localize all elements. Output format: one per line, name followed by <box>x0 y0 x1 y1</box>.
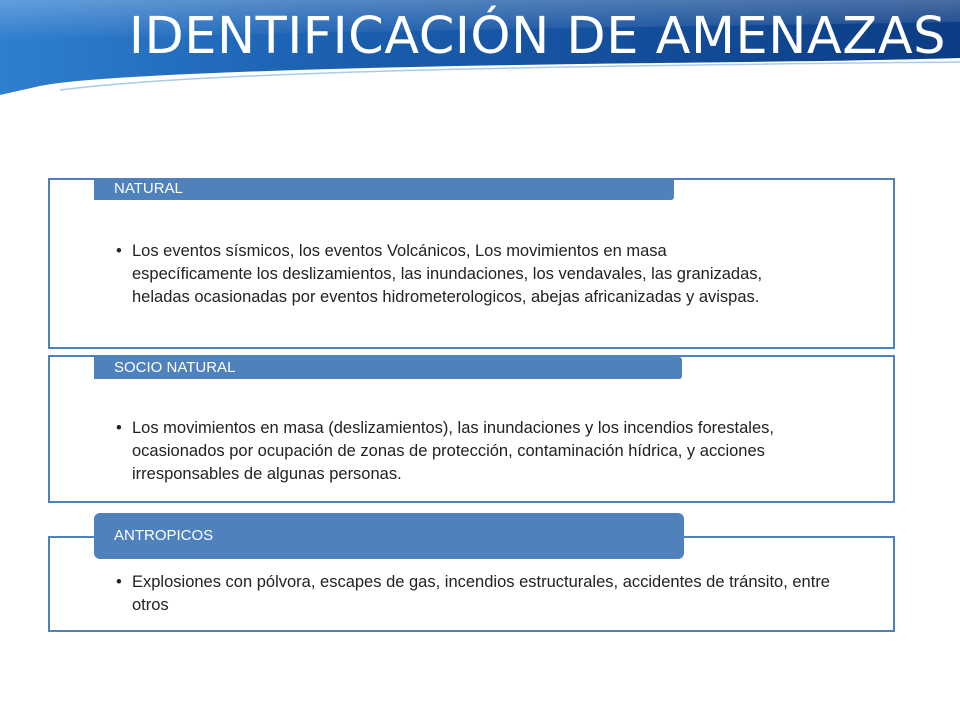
section-socio-natural-list <box>116 417 816 486</box>
page-title: IDENTIFICACIÓN DE AMENAZAS <box>128 7 946 66</box>
section-antropicos-label: ANTROPICOS <box>94 513 684 559</box>
section-natural-list <box>116 240 776 309</box>
list-item: • Explosiones con pólvora, escapes de gas, incendios estructurales, accidentes de tránsito, entre otros <box>116 571 836 617</box>
section-socio-natural-label: SOCIO NATURAL <box>94 357 682 379</box>
section-antropicos-list <box>116 571 836 617</box>
list-item: • Los movimientos en masa (deslizamientos), las inundaciones y los incendios forestales, ocasionados por ocupación de zonas de protección, contaminación hídrica, y acciones irresponsables de algunas personas. <box>116 417 816 486</box>
section-natural-label: NATURAL <box>94 178 674 200</box>
title-banner <box>0 0 960 95</box>
list-item: • Los eventos sísmicos, los eventos Volcánicos, Los movimientos en masa específicamente los deslizamientos, las inundaciones, los vendavales, las granizadas, heladas ocasionadas por eventos hidrometerologicos, abejas africanizadas y avispas. <box>116 240 776 309</box>
